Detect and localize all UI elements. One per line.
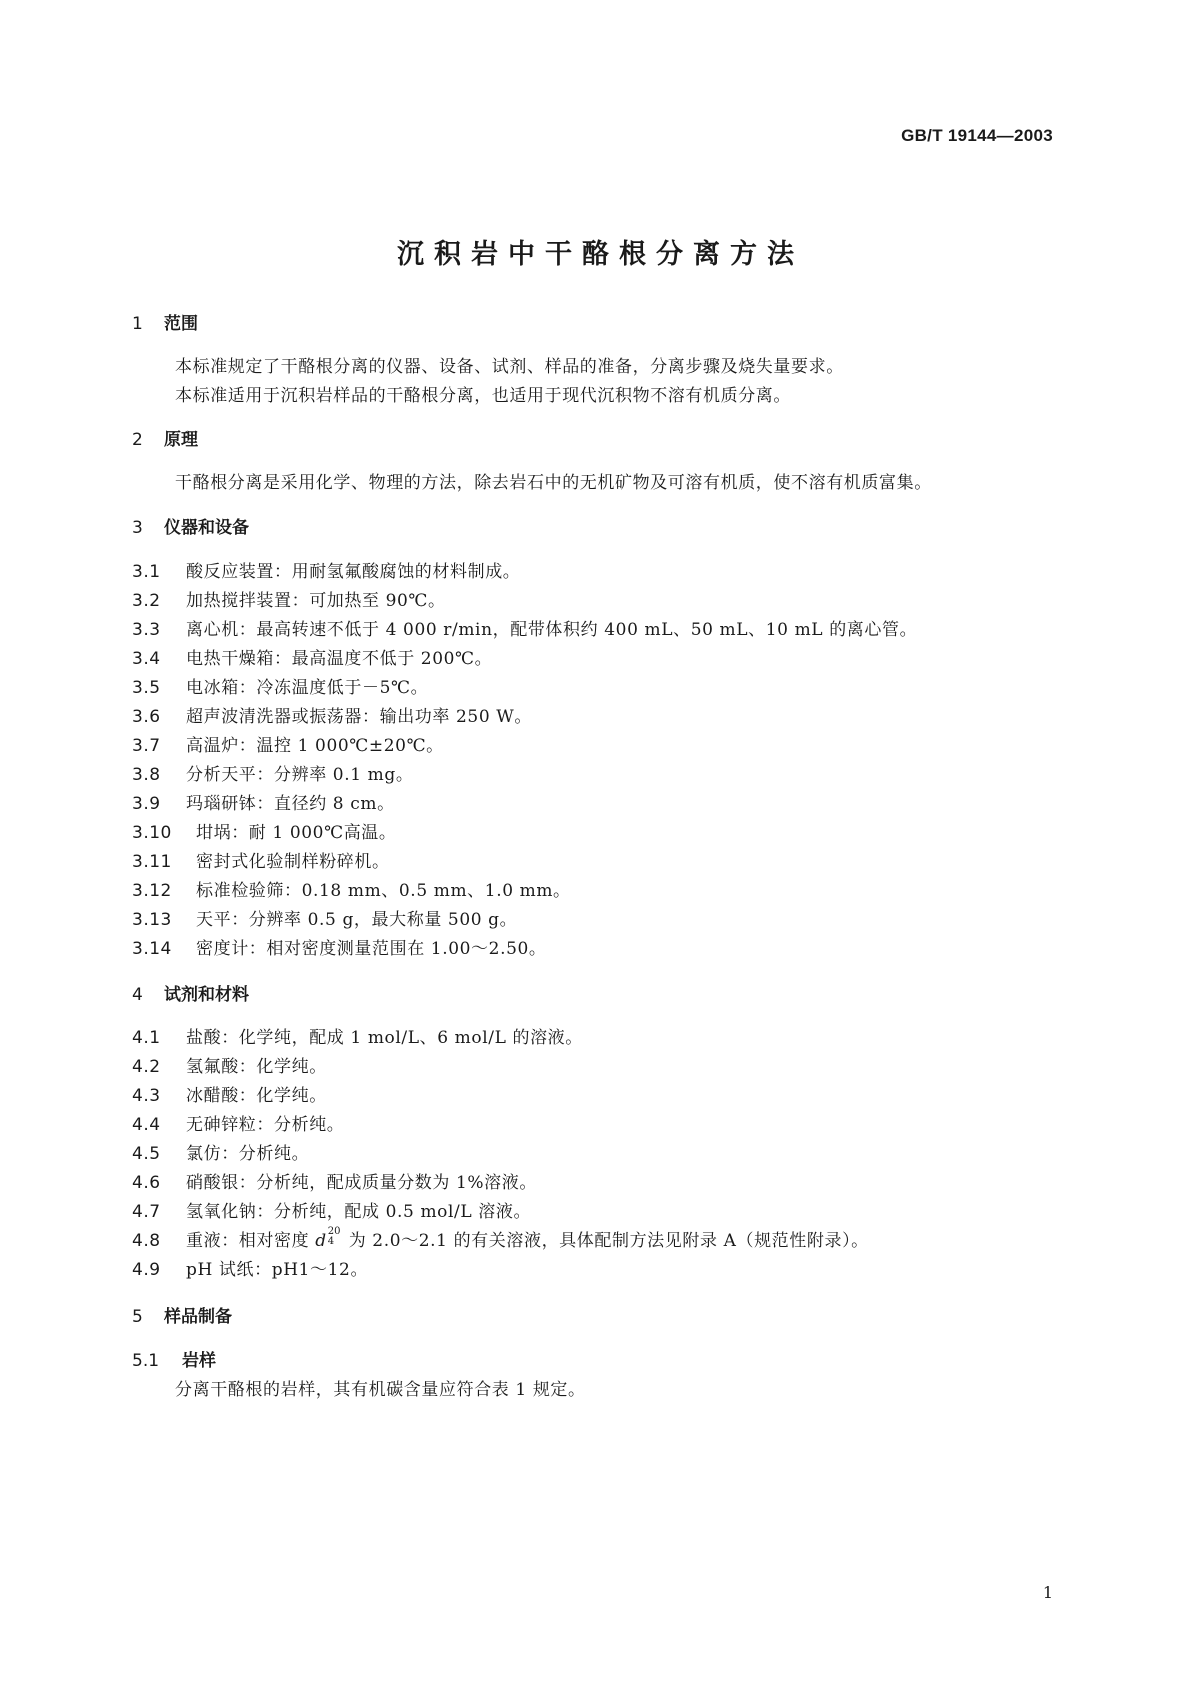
list-item	[132, 876, 571, 901]
paragraph: 本标准适用于沉积岩样品的干酪根分离，也适用于现代沉积物不溶有机质分离。	[175, 386, 791, 406]
section-heading-reagents	[132, 980, 249, 1005]
section-number: 3	[132, 518, 143, 538]
item-text: 玛瑙研钵：直径约 8 cm。	[186, 794, 395, 814]
item-text: 无砷锌粒：分析纯。	[186, 1115, 345, 1135]
section-heading-scope	[132, 309, 198, 334]
list-item	[132, 673, 428, 698]
list-item	[132, 1168, 537, 1193]
section-heading-sample-prep	[132, 1302, 232, 1327]
paragraph: 分离干酪根的岩样，其有机碳含量应符合表 1 规定。	[175, 1380, 586, 1400]
subsection-title: 岩样	[182, 1351, 216, 1371]
list-item	[132, 905, 517, 930]
list-item	[132, 1197, 531, 1222]
list-item	[132, 818, 397, 843]
item-text: 酸反应装置：用耐氢氟酸腐蚀的材料制成。	[186, 562, 521, 582]
item-text: 标准检验筛：0.18 mm、0.5 mm、1.0 mm。	[196, 881, 571, 901]
item-number: 4.9	[132, 1260, 161, 1280]
standard-code: GB/T 19144—2003	[901, 126, 1053, 145]
item-number: 3.9	[132, 794, 161, 814]
item-number: 3.8	[132, 765, 161, 785]
list-item	[132, 789, 395, 814]
item-text: 硝酸银：分析纯，配成质量分数为 1%溶液。	[186, 1173, 537, 1193]
section-number: 2	[132, 430, 143, 450]
item-text: 加热搅拌装置：可加热至 90℃。	[186, 591, 446, 611]
paragraph: 干酪根分离是采用化学、物理的方法，除去岩石中的无机矿物及可溶有机质，使不溶有机质富集。	[175, 473, 932, 493]
item-number: 4.6	[132, 1173, 161, 1193]
item-number: 3.13	[132, 910, 172, 930]
list-item	[132, 615, 917, 640]
item-number: 3.6	[132, 707, 161, 727]
list-item	[132, 760, 413, 785]
section-title: 原理	[164, 430, 198, 450]
document-title: 沉积岩中干酪根分离方法	[397, 239, 804, 270]
section-title: 样品制备	[164, 1307, 232, 1327]
item-text: 天平：分辨率 0.5 g，最大称量 500 g。	[196, 910, 518, 930]
list-item	[132, 1226, 869, 1251]
list-item	[132, 731, 444, 756]
list-item	[132, 1081, 327, 1106]
list-item	[132, 847, 390, 872]
subsection-number: 5.1	[132, 1351, 160, 1371]
item-number: 3.3	[132, 620, 161, 640]
density-subscript: 4	[327, 1236, 335, 1247]
list-item	[132, 644, 492, 669]
item-number: 4.5	[132, 1144, 161, 1164]
item-text: 密封式化验制样粉碎机。	[196, 852, 390, 872]
item-text: 分析天平：分辨率 0.1 mg。	[186, 765, 414, 785]
item-number: 3.2	[132, 591, 161, 611]
page-number: 1	[1042, 1583, 1053, 1602]
list-item	[132, 1023, 583, 1048]
item-number: 3.11	[132, 852, 172, 872]
section-number: 1	[132, 314, 143, 334]
item-number: 4.1	[132, 1028, 161, 1048]
item-number: 4.4	[132, 1115, 161, 1135]
item-text: 氯仿：分析纯。	[186, 1144, 310, 1164]
item-number: 3.1	[132, 562, 161, 582]
paragraph: 本标准规定了干酪根分离的仪器、设备、试剂、样品的准备，分离步骤及烧失量要求。	[175, 357, 844, 377]
list-item	[132, 1052, 327, 1077]
item-text: 盐酸：化学纯，配成 1 mol/L、6 mol/L 的溶液。	[186, 1028, 583, 1048]
item-text: 氢氟酸：化学纯。	[186, 1057, 327, 1077]
density-index	[327, 1226, 343, 1247]
section-heading-principle	[132, 425, 198, 450]
item-text: pH 试纸：pH1～12。	[186, 1260, 369, 1280]
list-item	[132, 1110, 344, 1135]
section-title: 试剂和材料	[164, 985, 249, 1005]
section-title: 仪器和设备	[164, 518, 249, 538]
item-number: 3.10	[132, 823, 172, 843]
item-text: 冰醋酸：化学纯。	[186, 1086, 327, 1106]
item-text: 高温炉：温控 1 000℃±20℃。	[186, 736, 444, 756]
list-item	[132, 934, 547, 959]
list-item	[132, 557, 520, 582]
item-text: 超声波清洗器或振荡器：输出功率 250 W。	[186, 707, 532, 727]
item-number: 4.8	[132, 1231, 161, 1251]
section-number: 4	[132, 985, 143, 1005]
item-number: 3.5	[132, 678, 161, 698]
item-text: 电冰箱：冷冻温度低于－5℃。	[186, 678, 429, 698]
density-symbol: d	[315, 1231, 327, 1251]
list-item	[132, 1255, 368, 1280]
item-number: 4.3	[132, 1086, 161, 1106]
item-number: 3.7	[132, 736, 161, 756]
list-item	[132, 586, 446, 611]
item-text: 离心机：最高转速不低于 4 000 r/min，配带体积约 400 mL、50 mL、10 mL 的离心管。	[186, 620, 918, 640]
item-text: 密度计：相对密度测量范围在 1.00～2.50。	[196, 939, 547, 959]
item-number: 3.12	[132, 881, 172, 901]
item-text: 坩埚：耐 1 000℃高温。	[196, 823, 397, 843]
density-superscript: 20	[327, 1226, 341, 1237]
item-number: 3.14	[132, 939, 172, 959]
section-heading-apparatus	[132, 513, 249, 538]
item-number: 3.4	[132, 649, 161, 669]
list-item	[132, 702, 532, 727]
item-text: 氢氧化钠：分析纯，配成 0.5 mol/L 溶液。	[186, 1202, 532, 1222]
item-text-after: 为 2.0～2.1 的有关溶液，具体配制方法见附录 A（规范性附录）。	[342, 1231, 869, 1251]
list-item	[132, 1139, 309, 1164]
section-title: 范围	[164, 314, 198, 334]
item-number: 4.2	[132, 1057, 161, 1077]
item-text: 电热干燥箱：最高温度不低于 200℃。	[186, 649, 493, 669]
item-number: 4.7	[132, 1202, 161, 1222]
section-number: 5	[132, 1307, 143, 1327]
item-text-before: 重液：相对密度	[186, 1231, 316, 1251]
subsection-heading-rock-sample	[132, 1346, 216, 1371]
